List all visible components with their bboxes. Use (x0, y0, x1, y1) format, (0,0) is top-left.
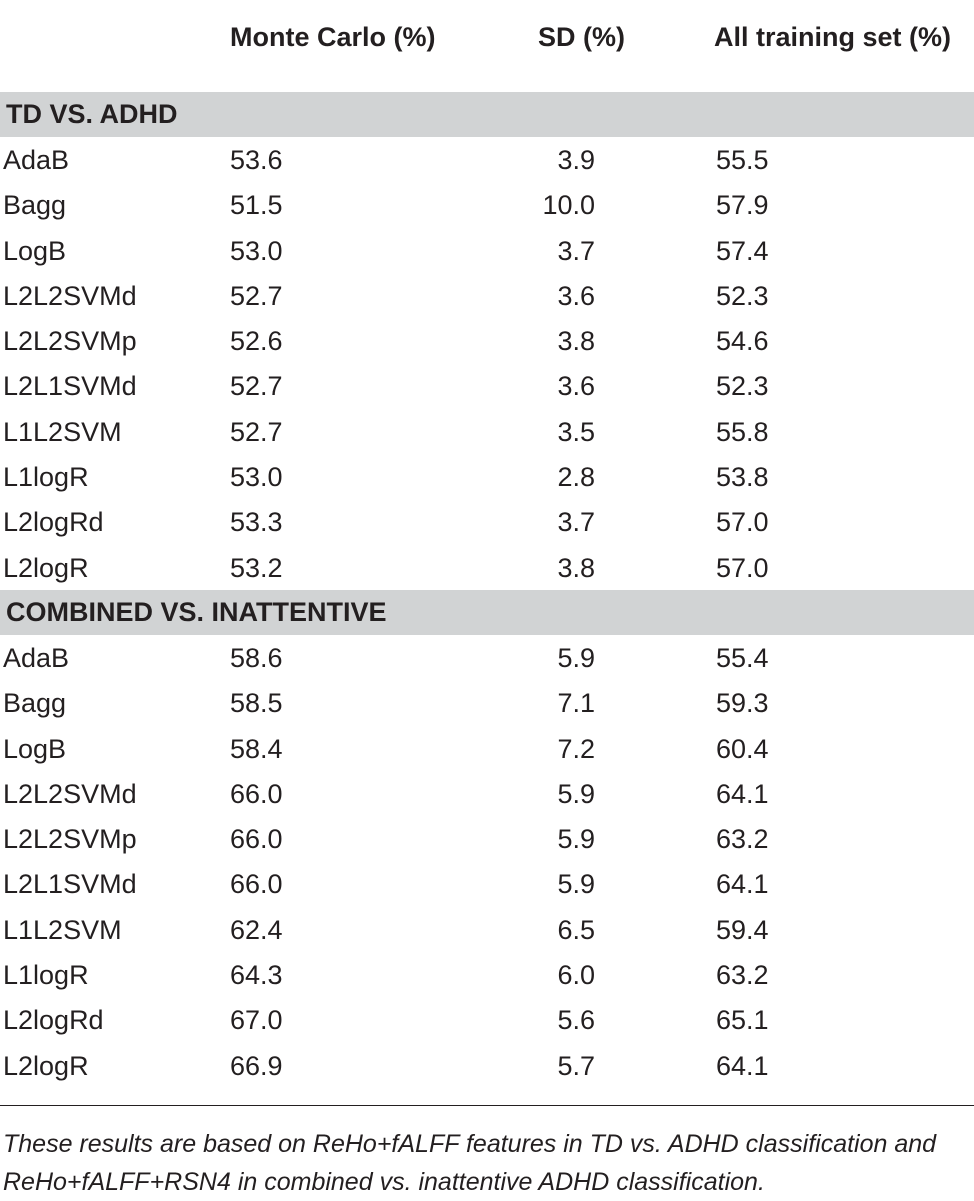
header-all-training-set: All training set (%) (714, 22, 952, 52)
table-row (0, 997, 974, 1042)
cell-sd: 10.0 (542, 190, 595, 221)
table-row (0, 726, 974, 771)
cell-sd: 2.8 (557, 462, 595, 493)
cell-all-training-set: 63.2 (716, 824, 769, 855)
cell-monte-carlo: 52.7 (230, 371, 283, 402)
cell-method: L2L2SVMd (3, 778, 137, 809)
cell-monte-carlo: 58.4 (230, 733, 283, 764)
cell-sd: 3.9 (557, 145, 595, 175)
cell-sd: 5.9 (557, 778, 595, 809)
cell-method: L1logR (3, 462, 89, 493)
cell-method: L1L2SVM (3, 416, 122, 447)
cell-monte-carlo: 66.0 (230, 869, 283, 900)
table-row (0, 861, 974, 906)
cell-monte-carlo: 53.0 (230, 235, 283, 266)
cell-method: L2L1SVMd (3, 371, 137, 402)
cell-method: L2L2SVMp (3, 326, 137, 357)
cell-sd: 5.6 (557, 1005, 595, 1036)
cell-sd: 3.5 (557, 416, 595, 447)
section-title: TD VS. ADHD (6, 99, 178, 129)
cell-sd: 6.0 (557, 960, 595, 991)
section-header-td-vs-adhd (0, 92, 974, 137)
cell-all-training-set: 63.2 (716, 960, 769, 991)
cell-sd: 5.7 (557, 1050, 595, 1081)
table-row (0, 137, 974, 182)
header-sd: SD (%) (538, 22, 625, 52)
cell-all-training-set: 55.5 (716, 145, 769, 175)
table-row (0, 228, 974, 273)
cell-sd: 7.2 (557, 733, 595, 764)
cell-method: AdaB (3, 145, 70, 175)
table-footnote: These results are based on ReHo+fALFF features in TD vs. ADHD classification and ReHo+fALFF+RSN4 in combined vs. inattentive ADHD classification. (3, 1130, 937, 1196)
cell-method: Bagg (3, 190, 67, 221)
cell-sd: 3.8 (557, 552, 595, 583)
header-monte-carlo: Monte Carlo (%) (230, 22, 436, 52)
table-row (0, 454, 974, 499)
table-row (0, 409, 974, 454)
cell-all-training-set: 52.3 (716, 371, 769, 402)
cell-monte-carlo: 67.0 (230, 1005, 283, 1036)
table-row (0, 771, 974, 816)
cell-all-training-set: 64.1 (716, 778, 769, 809)
section-rows-combined-vs-inattentive (0, 635, 974, 1088)
cell-method: L2logRd (3, 1005, 104, 1036)
table-row (0, 635, 974, 680)
cell-all-training-set: 65.1 (716, 1005, 769, 1036)
cell-method: L2L1SVMd (3, 869, 137, 900)
table-row (0, 273, 974, 318)
cell-all-training-set: 60.4 (716, 733, 769, 764)
table-row (0, 545, 974, 590)
table-row (0, 499, 974, 544)
cell-method: L1logR (3, 960, 89, 991)
table-row (0, 952, 974, 997)
cell-monte-carlo: 58.6 (230, 643, 283, 673)
table-divider (0, 1105, 974, 1106)
cell-all-training-set: 57.0 (716, 507, 769, 538)
cell-all-training-set: 53.8 (716, 462, 769, 493)
cell-method: L1L2SVM (3, 914, 122, 945)
cell-monte-carlo: 58.5 (230, 688, 283, 719)
cell-monte-carlo: 66.0 (230, 778, 283, 809)
table-row (0, 816, 974, 861)
table-row (0, 182, 974, 227)
cell-sd: 3.8 (557, 326, 595, 357)
cell-monte-carlo: 52.7 (230, 416, 283, 447)
cell-sd: 5.9 (557, 824, 595, 855)
cell-sd: 3.7 (557, 235, 595, 266)
cell-sd: 3.7 (557, 507, 595, 538)
cell-sd: 5.9 (557, 869, 595, 900)
cell-sd: 7.1 (557, 688, 595, 719)
section-rows-td-vs-adhd (0, 137, 974, 590)
cell-method: L2logR (3, 552, 89, 583)
cell-all-training-set: 59.3 (716, 688, 769, 719)
cell-method: LogB (3, 733, 67, 764)
cell-all-training-set: 64.1 (716, 1050, 769, 1081)
cell-monte-carlo: 51.5 (230, 190, 283, 221)
table-row (0, 318, 974, 363)
cell-all-training-set: 64.1 (716, 869, 769, 900)
cell-all-training-set: 57.9 (716, 190, 769, 221)
cell-monte-carlo: 64.3 (230, 960, 283, 991)
cell-all-training-set: 54.6 (716, 326, 769, 357)
table-row (0, 680, 974, 725)
cell-method: LogB (3, 235, 67, 266)
cell-monte-carlo: 62.4 (230, 914, 283, 945)
section-title: COMBINED VS. INATTENTIVE (6, 597, 387, 627)
cell-monte-carlo: 53.3 (230, 507, 283, 538)
table-row (0, 907, 974, 952)
table-row (0, 363, 974, 408)
cell-sd: 6.5 (557, 914, 595, 945)
cell-monte-carlo: 53.6 (230, 145, 283, 175)
cell-sd: 3.6 (557, 280, 595, 311)
cell-method: AdaB (3, 643, 70, 673)
cell-sd: 3.6 (557, 371, 595, 402)
cell-method: L2logR (3, 1050, 89, 1081)
cell-all-training-set: 55.8 (716, 416, 769, 447)
cell-all-training-set: 52.3 (716, 280, 769, 311)
cell-monte-carlo: 66.9 (230, 1050, 283, 1081)
cell-monte-carlo: 53.2 (230, 552, 283, 583)
table-header (0, 0, 974, 78)
cell-all-training-set: 57.4 (716, 235, 769, 266)
cell-monte-carlo: 53.0 (230, 462, 283, 493)
table-row (0, 1043, 974, 1088)
cell-monte-carlo: 66.0 (230, 824, 283, 855)
cell-all-training-set: 57.0 (716, 552, 769, 583)
cell-method: Bagg (3, 688, 67, 719)
cell-method: L2L2SVMd (3, 280, 137, 311)
cell-method: L2logRd (3, 507, 104, 538)
cell-all-training-set: 59.4 (716, 914, 769, 945)
cell-method: L2L2SVMp (3, 824, 137, 855)
cell-monte-carlo: 52.6 (230, 326, 283, 357)
cell-sd: 5.9 (557, 643, 595, 673)
section-header-combined-vs-inattentive (0, 590, 974, 635)
cell-monte-carlo: 52.7 (230, 280, 283, 311)
cell-all-training-set: 55.4 (716, 643, 769, 673)
